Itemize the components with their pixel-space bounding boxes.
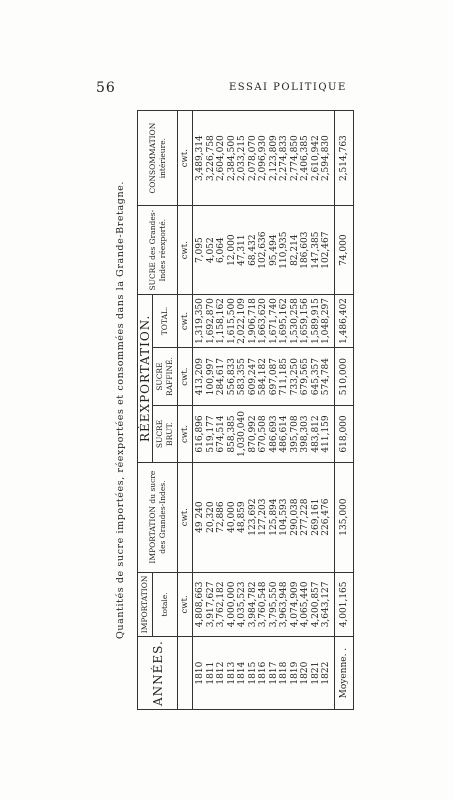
moyenne-label: Moyenne. . xyxy=(334,637,353,710)
moyenne-sucre-indes-reexporte: 74,000 xyxy=(334,206,353,295)
moyenne-consommation: 2,514,763 xyxy=(334,111,353,206)
header-total: TOTAL. xyxy=(153,295,178,348)
col-sucre-brut: 616,896 519,177 674,514 858,385 1,030,040 870,992 670,508 486,693 486,614 395,708 398,303 483,812 411,159 xyxy=(193,406,335,462)
unit-sucre-indes-reexporte: cwt. xyxy=(178,206,193,295)
header-importation-indes: IMPORTATION du sucre des Grandes-Indes. xyxy=(138,462,178,572)
col-consommation: 3,489,314 3,226,758 2,604,020 2,384,500 2,033,215 2,078,070 2,096,930 2,123,809 2,274,833 2,774,850 2,406,385 2,610,942 2,594,830 xyxy=(193,111,335,206)
header-importation-totale: totale. xyxy=(153,572,178,637)
col-sucre-indes-reexporte: 7,095 4,052 6,064 12,000 47,311 68,432 102,636 95,494 110,935 82,214 186,603 147,385 102,467 xyxy=(193,206,335,295)
sugar-table xyxy=(137,110,354,710)
header-annees: ANNÉES. xyxy=(138,637,178,710)
unit-blank xyxy=(178,637,193,710)
unit-importation-indes: cwt. xyxy=(178,462,193,572)
unit-consommation: cwt. xyxy=(178,111,193,206)
running-title: ESSAI POLITIQUE xyxy=(229,82,347,93)
header-importation: IMPORTATION xyxy=(138,572,153,637)
col-importation-indes: 49 240 20,320 72,886 40,000 48,859 123,692 127,203 125,894 104,593 290,038 277,228 269,161 226,476 xyxy=(193,462,335,572)
rotated-table-frame xyxy=(107,110,437,710)
rotated-table-content xyxy=(107,110,437,710)
header-sucre-raffine: SUCRE RAFFINÉ. xyxy=(153,347,178,405)
moyenne-sucre-raffine: 510,000 xyxy=(334,347,353,405)
unit-sucre-brut: cwt. xyxy=(178,406,193,462)
col-years: 1810 1811 1812 1813 1814 1815 1816 1817 1818 1819 1820 1821 1822 xyxy=(193,637,335,710)
header-sucre-indes-reexporte: SUCRE des Grandes-Indes réexporté. xyxy=(138,206,178,295)
moyenne-importation-indes: 135,000 xyxy=(334,462,353,572)
moyenne-total: 1,486,402 xyxy=(334,295,353,348)
page-number: 56 xyxy=(96,80,116,96)
header-consommation: CONSOMMATION intérieure. xyxy=(138,111,178,206)
unit-importation-totale: cwt. xyxy=(178,572,193,637)
unit-total: cwt. xyxy=(178,295,193,348)
header-sucre-brut: SUCRE BRUT. xyxy=(153,406,178,462)
moyenne-sucre-brut: 618,000 xyxy=(334,406,353,462)
col-total: 1,319,350 1,692,870 1,158,162 1,615,500 2,022,109 1,906,718 1,663,620 1,671,740 1,695,162 1,530,258 1,659,156 1,589,915 1,048,297 xyxy=(193,295,335,348)
col-sucre-raffine: 413,209 100,997 284,617 556,833 583,355 609,247 584,182 697,087 711,185 733,250 679,565 645,357 574,784 xyxy=(193,347,335,405)
col-importation-totale: 4,808,663 3,917,627 3,762,182 4,000,000 4,035,523 3,984,782 3,760,548 3,795,550 3,963,948 4,074,909 4,065,440 4,200,857 3,643,127 xyxy=(193,572,335,637)
header-reexportation: RÉEXPORTATION. xyxy=(138,295,153,463)
table-caption: Quantités de sucre importées, réexportées et consommées dans la Grande-Bretagne. xyxy=(115,180,126,640)
moyenne-row xyxy=(334,111,353,710)
unit-sucre-raffine: cwt. xyxy=(178,347,193,405)
moyenne-importation-totale: 4,001,165 xyxy=(334,572,353,637)
